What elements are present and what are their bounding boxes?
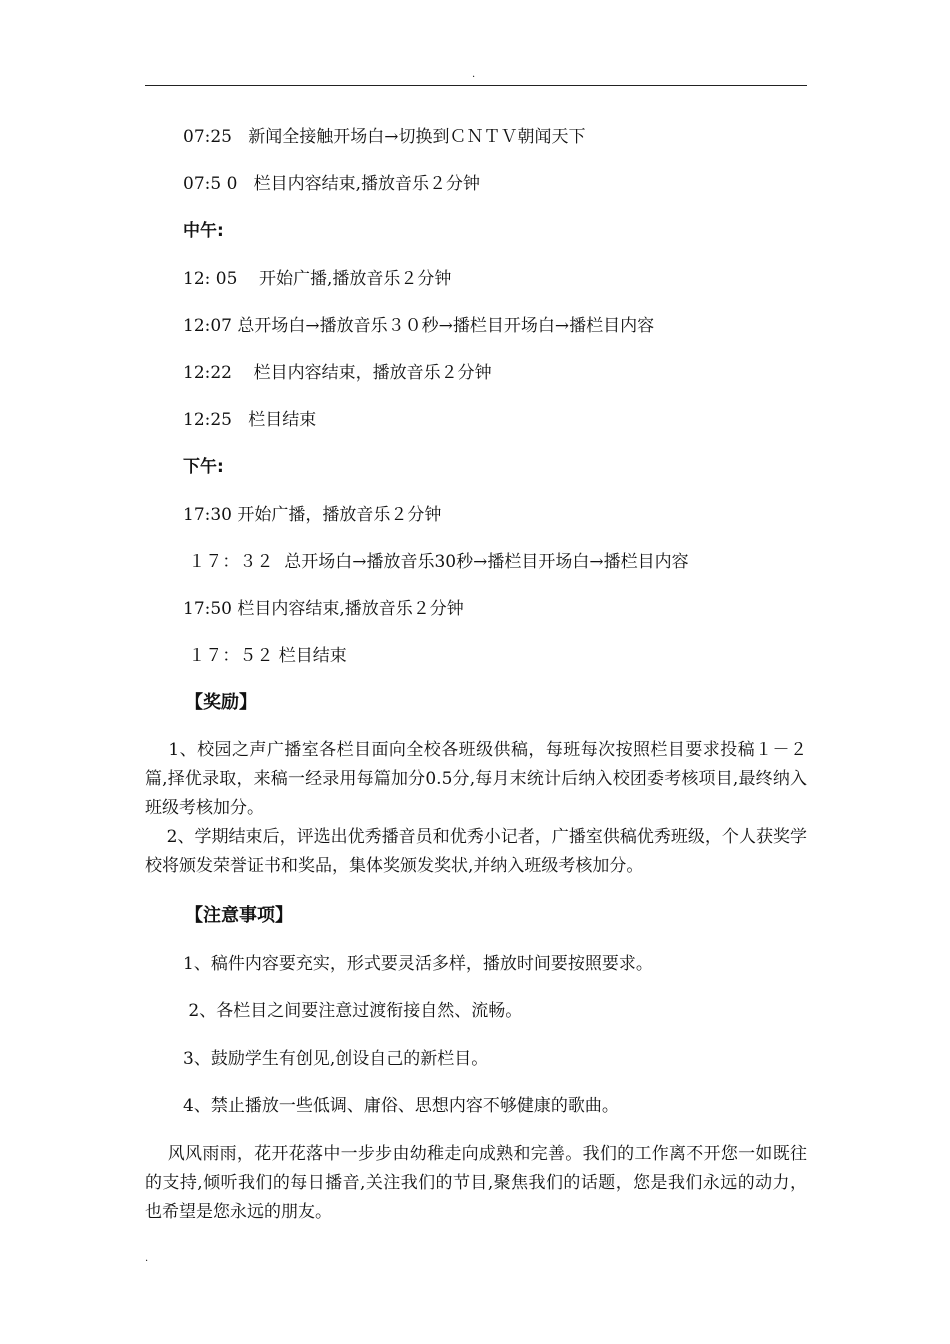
reward-paragraph-1: 1、校园之声广播室各栏目面向全校各班级供稿，每班每次按照栏目要求投稿１－２篇,择优录取，来稿一经录用每篇加分0.5分,每月末统计后纳入校团委考核项目,最终纳入班级考核加分。 xyxy=(145,740,807,818)
notes-item: 2、各栏目之间要注意过渡衔接自然、流畅。 xyxy=(183,1001,523,1021)
schedule-line: 17:50 栏目内容结束,播放音乐２分钟 xyxy=(183,599,464,619)
schedule-line: 07:25 新闻全接触开场白→切换到ＣＮＴＶ朝闻天下 xyxy=(183,127,586,147)
notes-item: 4、禁止播放一些低调、庸俗、思想内容不够健康的歌曲。 xyxy=(183,1096,619,1116)
closing-paragraph: 风风雨雨，花开花落中一步步由幼稚走向成熟和完善。我们的工作离不开您一如既往的支持,倾听我们的每日播音,关注我们的节目,聚焦我们的话题，您是我们永远的动力，也希望是您永远的朋友。 xyxy=(145,1144,808,1222)
notes-item: 3、鼓励学生有创见,创设自己的新栏目。 xyxy=(183,1049,489,1069)
header-rule xyxy=(145,85,807,86)
schedule-line: 12: 05 开始广播,播放音乐２分钟 xyxy=(183,269,452,289)
section-heading-afternoon: 下午: xyxy=(183,457,224,477)
reward-heading: 【奖励】 xyxy=(185,692,257,713)
schedule-line: 12:07 总开场白→播放音乐３０秒→播栏目开场白→播栏目内容 xyxy=(183,316,655,336)
reward-paragraph-2: 2、学期结束后，评选出优秀播音员和优秀小记者，广播室供稿优秀班级，个人获奖学校将颁发荣誉证书和奖品，集体奖颁发奖状,并纳入班级考核加分。 xyxy=(145,827,807,876)
section-heading-noon: 中午: xyxy=(183,221,224,241)
schedule-line: 07:5 0 栏目内容结束,播放音乐２分钟 xyxy=(183,174,481,194)
notes-heading: 【注意事项】 xyxy=(185,905,293,926)
schedule-line: 12:22 栏目内容结束，播放音乐２分钟 xyxy=(183,363,492,383)
notes-item: 1、稿件内容要充实，形式要灵活多样，播放时间要按照要求。 xyxy=(183,954,653,974)
header-mark: . xyxy=(472,69,476,80)
footer-mark: . xyxy=(145,1253,149,1264)
schedule-line: 12:25 栏目结束 xyxy=(183,410,317,430)
schedule-line: １７：５２ 栏目结束 xyxy=(183,646,347,666)
schedule-line: １７：３２ 总开场白→播放音乐30秒→播栏目开场白→播栏目内容 xyxy=(183,552,689,572)
schedule-line: 17:30 开始广播，播放音乐２分钟 xyxy=(183,505,442,525)
